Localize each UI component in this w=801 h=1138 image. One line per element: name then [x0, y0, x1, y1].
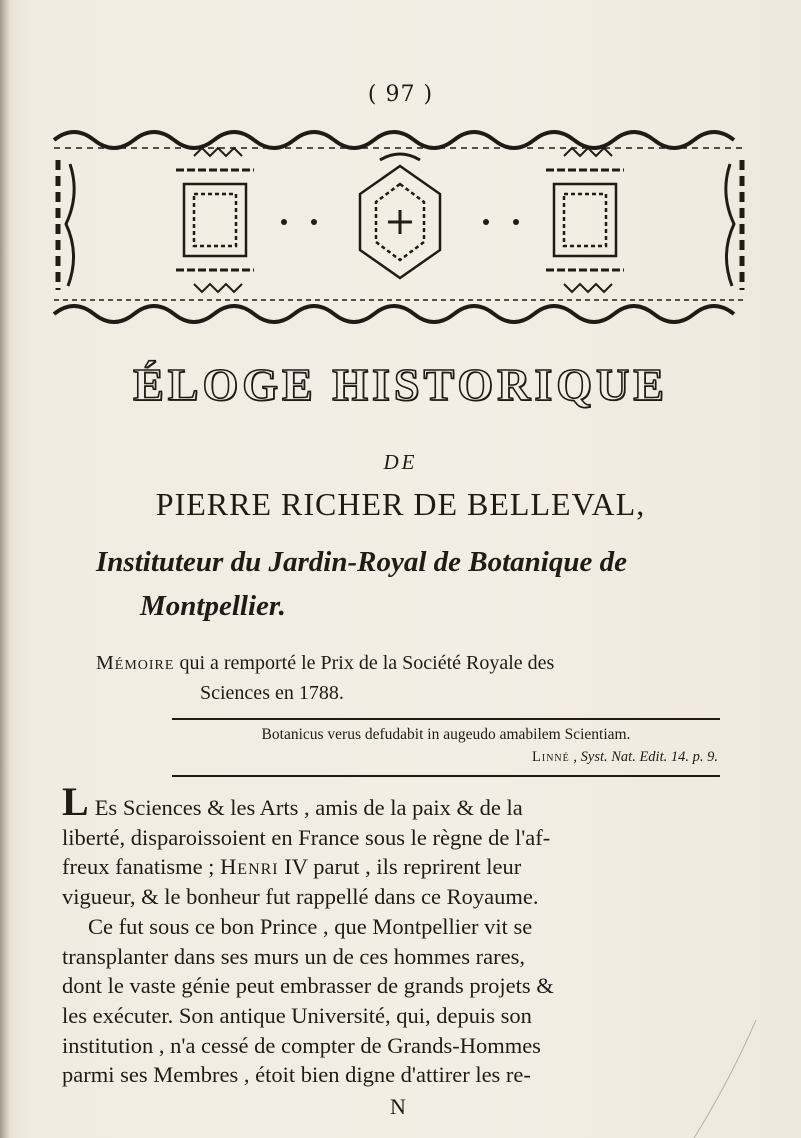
epigraph [172, 724, 720, 768]
body-text [62, 779, 742, 1090]
epigraph-source: Syst. Nat. Edit. 14. p. 9. [580, 749, 718, 765]
body-line: les exécuter. Son antique Université, qui, depuis son [62, 1002, 532, 1028]
title-connector: DE [383, 450, 418, 474]
margin-pencil-mark-icon [690, 1020, 760, 1138]
body-line: parmi ses Membres , étoit bien digne d'attirer les re- [62, 1062, 531, 1088]
subtitle-line-1: Instituteur du Jardin-Royal de Botanique de [96, 546, 627, 578]
binding-shadow [0, 0, 10, 1138]
epigraph-quote: Botanicus verus defudabit in augeudo amabilem Scientiam. [261, 726, 631, 743]
body-line: freux fanatisme ; Henri IV parut , ils reprirent leur [62, 854, 522, 880]
page-title: ÉLOGE HISTORIQUE [133, 359, 668, 410]
memoire-line-2: Sciences en 1788. [200, 682, 344, 704]
body-line: Ce fut sous ce bon Prince , que Montpellier vit se [88, 913, 533, 939]
epigraph-rule-top [172, 718, 720, 720]
body-line: institution , n'a cessé de compter de Grands-Hommes [62, 1032, 541, 1058]
signature-mark: N [390, 1094, 406, 1119]
body-line: vigueur, & le bonheur fut rappellé dans ce Royaume. [62, 884, 539, 910]
memoire-line-1: qui a remporté le Prix de la Société Royale des [174, 652, 555, 674]
page-number: ( 97 ) [367, 82, 434, 107]
name-henri: Henri [220, 854, 279, 880]
body-line: transplanter dans ses murs un de ces hommes rares, [62, 943, 525, 969]
ornament-header-icon [44, 104, 756, 336]
memoire-lead: Mémoire [96, 652, 175, 674]
body-line: liberté, disparoissoient en France sous le règne de l'af- [62, 824, 551, 850]
dropcap: L [62, 779, 89, 824]
epigraph-attribution: Linné , Syst. Nat. Edit. 14. p. 9. [532, 749, 718, 765]
subtitle [96, 540, 736, 628]
body-line: dont le vaste génie peut embrasser de grands projets & [62, 973, 554, 999]
epigraph-rule-bottom [172, 775, 720, 777]
subtitle-line-2: Montpellier. [140, 590, 286, 622]
body-line: L Es Sciences & les Arts , amis de la paix & de la [62, 779, 523, 824]
epigraph-author: Linné [532, 749, 570, 765]
memoire-note [96, 648, 746, 708]
subject-name: PIERRE RICHER DE BELLEVAL, [155, 486, 646, 522]
